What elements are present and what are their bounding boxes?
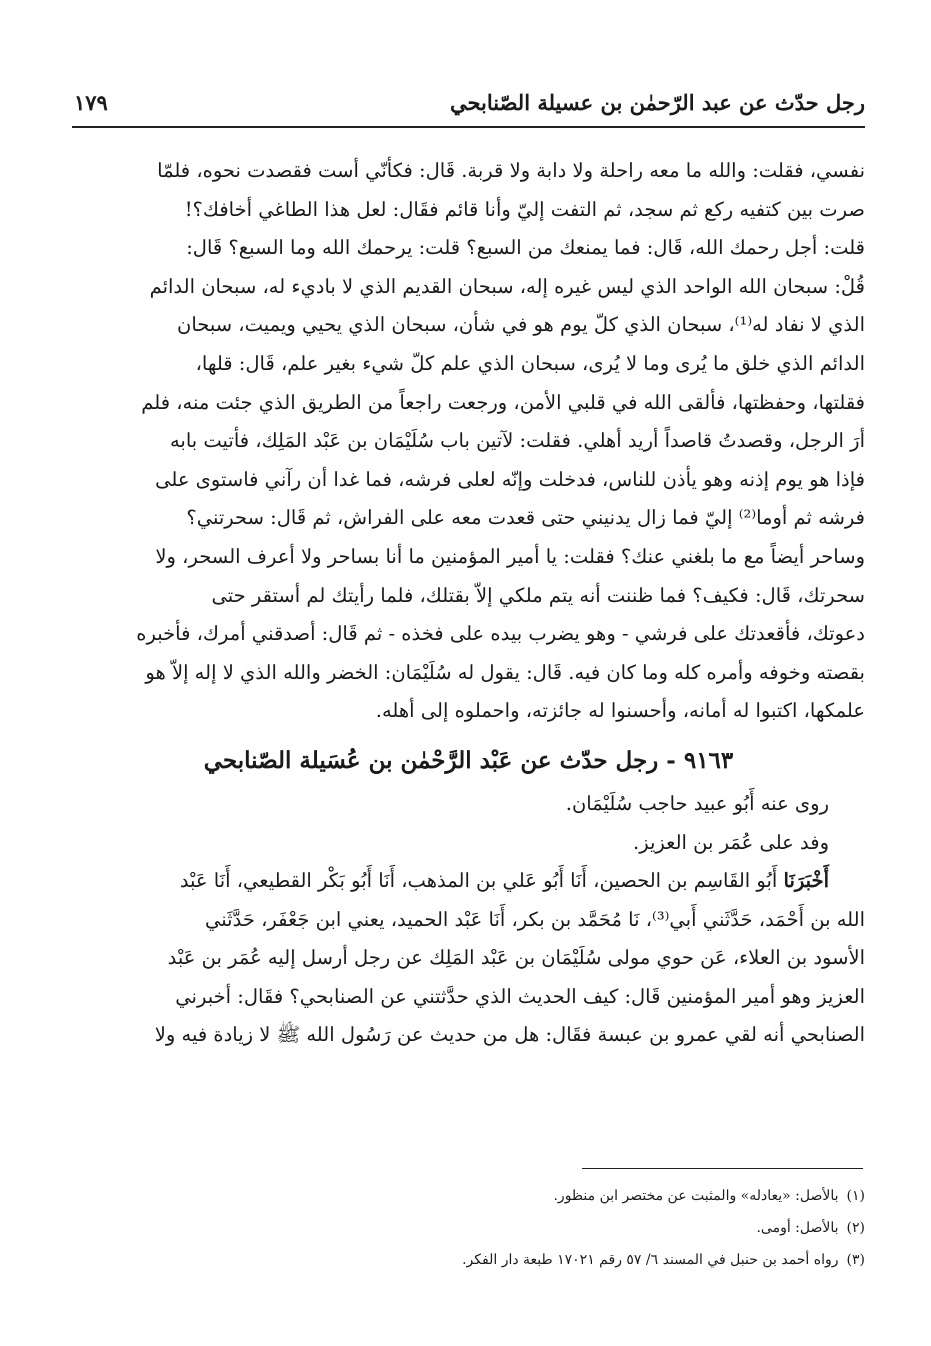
body-line: علمكها، اكتبوا له أمانه، وأحسنوا له جائزته، واحملوه إلى أهله. xyxy=(375,699,865,723)
footnote-text: بالأصل: أومى. xyxy=(756,1220,839,1236)
footnote-item xyxy=(72,1180,865,1212)
body-line: بقصته وخوفه وأمره كله وما كان فيه. قَال: يقول له سُلَيْمَان: الخضر والله الذي لا إله إلاّ هو xyxy=(145,660,865,684)
body-line: الذي لا نفاد له⁽¹⁾، سبحان الذي كلّ يوم هو في شأن، سبحان الذي يحيي ويميت، سبحان xyxy=(177,313,865,337)
section-line: وفد على عُمَر بن العزيز. xyxy=(633,830,829,854)
footnote-item xyxy=(72,1244,865,1276)
main-text xyxy=(72,152,865,1055)
body-line: نفسي، فقلت: والله ما معه راحلة ولا دابة ولا قربة. قَال: فكأنّي أست فقصدت نحوه، فلمّا xyxy=(157,159,865,182)
page-header xyxy=(72,84,865,124)
body-line: فقلتها، وحفظتها، فألقى الله في قلبي الأمن، ورجعت راجعاً من الطريق الذي جئت منه، فلم xyxy=(141,390,865,414)
running-title: رجل حدّث عن عبد الرّحمٰن بن عسيلة الصّنابحي xyxy=(449,90,865,115)
body-line: الدائم الذي خلق ما يُرى وما لا يُرى، سبحان الذي علم كلّ شيء بغير علم، قَال: قلها، xyxy=(195,351,865,375)
footnote-item xyxy=(72,1212,865,1244)
footnote-number: (٢) xyxy=(846,1220,865,1236)
body-line: فرشه ثم أوما⁽²⁾ إليّ فما زال يدنيني حتى قعدت معه على الفراش، ثم قَال: سحرتني؟ xyxy=(186,506,865,530)
body-line: قلت: أجل رحمك الله، قَال: فما يمنعك من السبع؟ قلت: يرحمك الله وما السبع؟ قَال: xyxy=(186,236,865,260)
body-line: فإذا هو يوم إذنه وهو يأذن للناس، فدخلت وإنّه لعلى فرشه، فما غدا أن رآني فاستوى على xyxy=(155,467,865,491)
footnote-text: بالأصل: «يعادله» والمثبت عن مختصر ابن منظور. xyxy=(553,1188,839,1204)
footnote-number: (١) xyxy=(846,1188,865,1204)
footnotes xyxy=(72,1180,865,1276)
isnad-line-text: أَبُو القَاسِم بن الحصين، أَنَا أَبُو عَلي بن المذهب، أَنَا أَبُو بَكْر القطيعي، أَنَا عَبْد xyxy=(179,869,784,893)
isnad-line: العزيز وهو أمير المؤمنين قَال: كيف الحديث الذي حدَّثتني عن الصنابحي؟ فقَال: أخبرني xyxy=(175,984,865,1008)
isnad-line: الله بن أَحْمَد، حَدَّثَني أَبي⁽³⁾، نَا مُحَمَّد بن بكر، أَنَا عَبْد الحميد، يعني ابن جَعْفَر، حَدَّثَني xyxy=(205,907,865,931)
body-line: سحرتك، قَال: فكيف؟ فما ظننت أنه يتم ملكي إلاّ بقتلك، فلما رأيتك لم أستقر حتى xyxy=(211,583,865,607)
body-line: أرَ الرجل، وقصدتُ قاصداً أريد أهلي. فقلت: لآتين باب سُلَيْمَان بن عَبْد المَلِك، فأتيت بابه xyxy=(169,429,865,453)
body-line: صرت بين كتفيه ركع ثم سجد، ثم التفت إليّ وأنا قائم فقَال: لعل هذا الطاغي أخافك؟! xyxy=(184,197,865,221)
body-line: وساحر أيضاً مع ما بلغني عنك؟ فقلت: يا أمير المؤمنين ما أنا بساحر ولا أعرف السحر، ولا xyxy=(155,544,865,568)
page-number: ١٧٩ xyxy=(74,90,108,115)
isnad-line: الصنابحي أنه لقي عمرو بن عبسة فقَال: هل من حديث عن رَسُول الله ﷺ لا زيادة فيه ولا xyxy=(154,1023,865,1047)
section-line: روى عنه أَبُو عبيد حاجب سُلَيْمَان. xyxy=(565,791,829,815)
body-line: قُلْ: سبحان الله الواحد الذي ليس غيره إله، سبحان القديم الذي لا باديء له، سبحان الدائم xyxy=(149,274,865,298)
footnote-text: رواه أحمد بن حنبل في المسند ٦/ ٥٧ رقم ١٧٠٢١ طبعة دار الفكر. xyxy=(462,1252,839,1268)
section-heading: ٩١٦٣ - رجل حدّث عن عَبْد الرَّحْمٰن بن عُسَيلة الصّنابحي xyxy=(203,746,734,774)
footnote-divider xyxy=(582,1168,863,1169)
body-line: دعوتك، فأقعدتك على فرشي - وهو يضرب بيده على فخذه - ثم قَال: أصدقني أمرك، فأخبره xyxy=(136,622,865,646)
header-divider xyxy=(72,126,865,128)
isnad-line: الأسود بن العلاء، عَن حوي مولى سُلَيْمَان بن عَبْد المَلِك عن رجل أرسل إليه عُمَر بن عَبْد xyxy=(167,946,865,970)
isnad-lead-word: أَخْبَرَنَا xyxy=(783,869,829,893)
isnad-first-line xyxy=(72,862,865,901)
footnote-number: (٣) xyxy=(846,1252,865,1268)
